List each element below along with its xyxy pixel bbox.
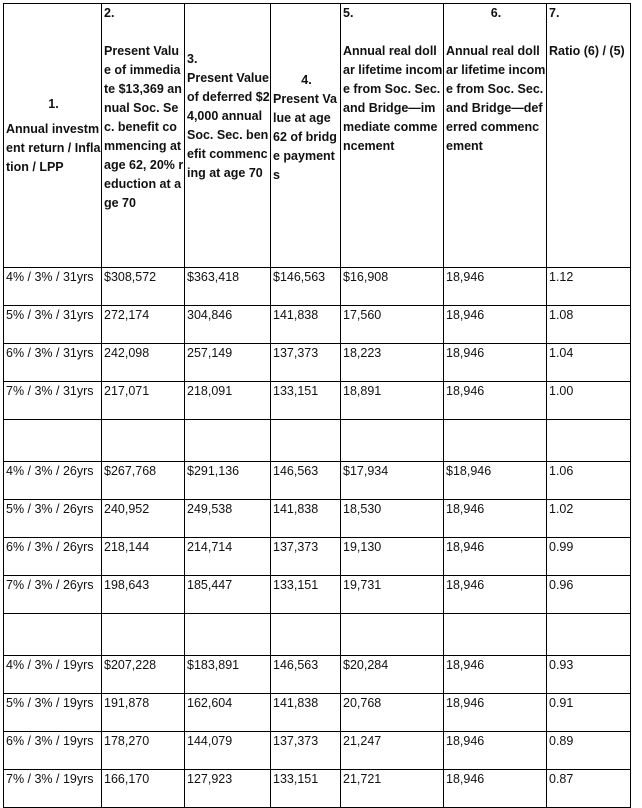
cell-return: 7% / 3% / 26yrs	[4, 576, 102, 614]
cell-pv-bridge: 133,151	[271, 576, 341, 614]
cell-income-deferred: 18,946	[444, 382, 547, 420]
cell-pv-bridge: 133,151	[271, 382, 341, 420]
cell-pv-immediate: 242,098	[102, 344, 185, 382]
cell-return: 7% / 3% / 19yrs	[4, 770, 102, 808]
header-pv-immediate: 2. Present Value of immediate $13,369 annual Soc. Sec. benefit commencing at age 62, 20% reduction at age 70	[102, 4, 185, 268]
table-row	[4, 538, 631, 576]
cell-ratio: 0.89	[547, 732, 631, 770]
cell-income-immediate: 18,530	[341, 500, 444, 538]
cell-pv-immediate: $207,228	[102, 656, 185, 694]
table-row	[4, 576, 631, 614]
table-row	[4, 306, 631, 344]
cell-income-deferred: 18,946	[444, 268, 547, 306]
cell-pv-immediate: $267,768	[102, 462, 185, 500]
spacer-row	[4, 614, 631, 656]
cell-pv-deferred: 218,091	[185, 382, 271, 420]
spacer-row	[4, 420, 631, 462]
cell-return: 6% / 3% / 31yrs	[4, 344, 102, 382]
cell-pv-immediate: 166,170	[102, 770, 185, 808]
cell-income-immediate: 21,721	[341, 770, 444, 808]
header-income-immediate: 5. Annual real dollar lifetime income from Soc. Sec. and Bridge—immediate commencement	[341, 4, 444, 268]
cell-ratio: 1.02	[547, 500, 631, 538]
table-row	[4, 770, 631, 808]
cell-pv-deferred: 144,079	[185, 732, 271, 770]
cell-return: 6% / 3% / 19yrs	[4, 732, 102, 770]
cell-income-deferred: 18,946	[444, 576, 547, 614]
table-row	[4, 500, 631, 538]
cell-pv-bridge: 137,373	[271, 538, 341, 576]
cell-pv-bridge: 146,563	[271, 462, 341, 500]
header-ratio: 7. Ratio (6) / (5)	[547, 4, 631, 268]
cell-pv-deferred: 162,604	[185, 694, 271, 732]
cell-income-deferred: 18,946	[444, 344, 547, 382]
cell-income-deferred: $18,946	[444, 462, 547, 500]
table-row	[4, 382, 631, 420]
cell-income-immediate: 21,247	[341, 732, 444, 770]
table-row	[4, 656, 631, 694]
table-row	[4, 462, 631, 500]
cell-pv-deferred: 127,923	[185, 770, 271, 808]
cell-pv-immediate: 178,270	[102, 732, 185, 770]
cell-pv-bridge: $146,563	[271, 268, 341, 306]
cell-income-immediate: 19,130	[341, 538, 444, 576]
cell-ratio: 1.04	[547, 344, 631, 382]
cell-income-deferred: 18,946	[444, 732, 547, 770]
cell-income-immediate: 18,891	[341, 382, 444, 420]
cell-return: 6% / 3% / 26yrs	[4, 538, 102, 576]
results-table	[3, 3, 631, 808]
cell-income-immediate: $20,284	[341, 656, 444, 694]
header-pv-bridge: 4. Present Value at age 62 of bridge payments	[271, 4, 341, 268]
cell-pv-immediate: 218,144	[102, 538, 185, 576]
table-row	[4, 344, 631, 382]
cell-income-immediate: 17,560	[341, 306, 444, 344]
cell-ratio: 0.93	[547, 656, 631, 694]
header-investment-return: 1. Annual investment return / Inflation / LPP	[4, 4, 102, 268]
cell-income-immediate: 18,223	[341, 344, 444, 382]
cell-pv-deferred: $363,418	[185, 268, 271, 306]
cell-ratio: 0.96	[547, 576, 631, 614]
cell-income-deferred: 18,946	[444, 306, 547, 344]
cell-pv-deferred: 185,447	[185, 576, 271, 614]
cell-income-deferred: 18,946	[444, 656, 547, 694]
cell-pv-deferred: $183,891	[185, 656, 271, 694]
cell-ratio: 0.91	[547, 694, 631, 732]
cell-pv-bridge: 137,373	[271, 732, 341, 770]
cell-pv-bridge: 141,838	[271, 306, 341, 344]
header-income-deferred: 6. Annual real dollar lifetime income from Soc. Sec. and Bridge—deferred commencement	[444, 4, 547, 268]
table-row	[4, 732, 631, 770]
table-row	[4, 694, 631, 732]
cell-pv-bridge: 146,563	[271, 656, 341, 694]
cell-pv-deferred: $291,136	[185, 462, 271, 500]
header-pv-deferred: 3. Present Value of deferred $24,000 annual Soc. Sec. benefit commencing at age 70	[185, 4, 271, 268]
cell-pv-bridge: 137,373	[271, 344, 341, 382]
cell-income-immediate: 19,731	[341, 576, 444, 614]
cell-pv-deferred: 249,538	[185, 500, 271, 538]
cell-income-deferred: 18,946	[444, 770, 547, 808]
cell-pv-immediate: 198,643	[102, 576, 185, 614]
cell-pv-bridge: 141,838	[271, 500, 341, 538]
cell-pv-immediate: 217,071	[102, 382, 185, 420]
cell-pv-bridge: 141,838	[271, 694, 341, 732]
cell-pv-deferred: 214,714	[185, 538, 271, 576]
cell-return: 4% / 3% / 19yrs	[4, 656, 102, 694]
cell-ratio: 1.00	[547, 382, 631, 420]
cell-income-immediate: 20,768	[341, 694, 444, 732]
cell-income-deferred: 18,946	[444, 538, 547, 576]
cell-return: 5% / 3% / 19yrs	[4, 694, 102, 732]
table-row	[4, 268, 631, 306]
cell-return: 5% / 3% / 26yrs	[4, 500, 102, 538]
cell-income-immediate: $16,908	[341, 268, 444, 306]
cell-ratio: 1.08	[547, 306, 631, 344]
cell-ratio: 0.87	[547, 770, 631, 808]
cell-ratio: 0.99	[547, 538, 631, 576]
cell-income-immediate: $17,934	[341, 462, 444, 500]
cell-pv-immediate: 240,952	[102, 500, 185, 538]
cell-return: 7% / 3% / 31yrs	[4, 382, 102, 420]
cell-pv-deferred: 304,846	[185, 306, 271, 344]
cell-pv-deferred: 257,149	[185, 344, 271, 382]
cell-return: 4% / 3% / 26yrs	[4, 462, 102, 500]
header-row	[4, 4, 631, 268]
cell-ratio: 1.12	[547, 268, 631, 306]
cell-return: 4% / 3% / 31yrs	[4, 268, 102, 306]
cell-pv-bridge: 133,151	[271, 770, 341, 808]
cell-return: 5% / 3% / 31yrs	[4, 306, 102, 344]
cell-income-deferred: 18,946	[444, 500, 547, 538]
cell-pv-immediate: $308,572	[102, 268, 185, 306]
cell-income-deferred: 18,946	[444, 694, 547, 732]
cell-pv-immediate: 191,878	[102, 694, 185, 732]
cell-ratio: 1.06	[547, 462, 631, 500]
cell-pv-immediate: 272,174	[102, 306, 185, 344]
